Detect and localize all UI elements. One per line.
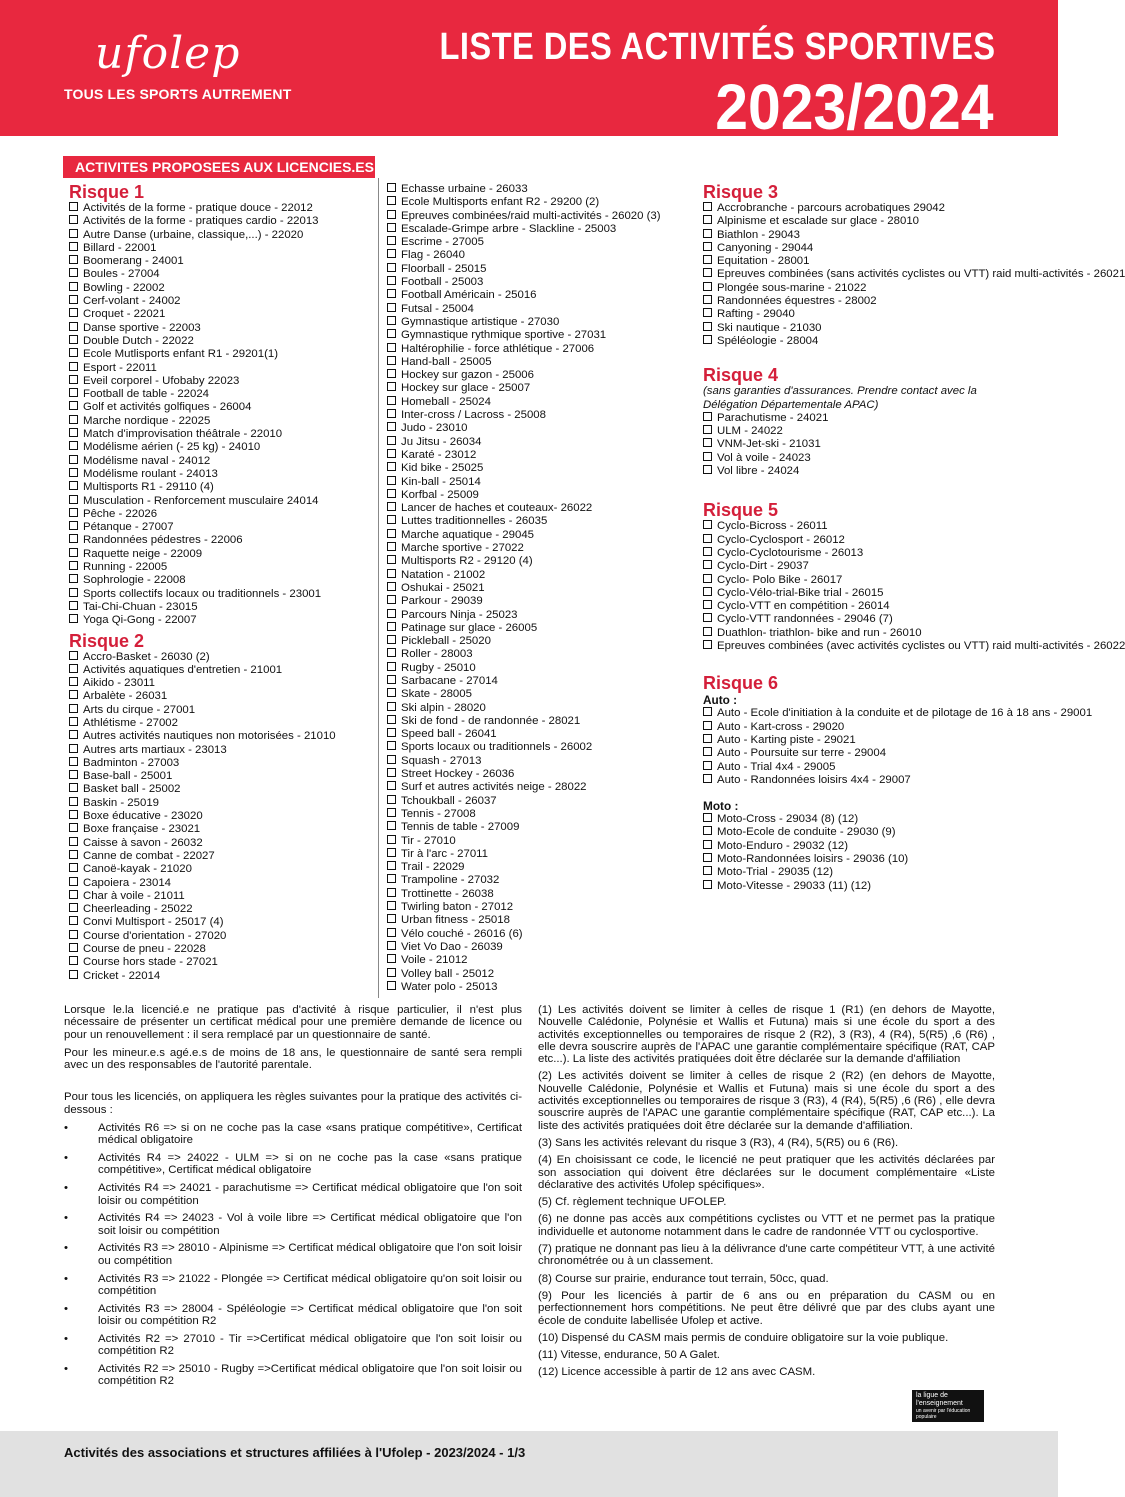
activity-item: Hockey sur glace - 25007 <box>387 382 661 395</box>
moto-list <box>703 813 1125 893</box>
activity-item: Spéléologie - 28004 <box>703 335 1125 348</box>
activity-item: Yoga Qi-Gong - 22007 <box>69 614 336 627</box>
activity-item: Epreuves combinées/raid multi-activités - 26020 (3) <box>387 210 661 223</box>
footnote: (7) pratique ne donnant pas lieu à la délivrance d'une carte compétiteur VTT, à une activité chronométrée ou à un classement. <box>538 1243 995 1268</box>
activity-item: Natation - 21002 <box>387 569 661 582</box>
activity-item: Boules - 27004 <box>69 268 336 281</box>
activity-item: Parcours Ninja - 25023 <box>387 609 661 622</box>
activity-item: Caisse à savon - 26032 <box>69 837 336 850</box>
activity-item: Bowling - 22002 <box>69 282 336 295</box>
activity-item: Esport - 22011 <box>69 362 336 375</box>
risque-1-title: Risque 1 <box>69 182 145 202</box>
activity-item: Modélisme aérien (- 25 kg) - 24010 <box>69 441 336 454</box>
rules-paragraph-2: Pour les mineur.e.s agé.e.s de moins de 18 ans, le questionnaire de santé sera rempli avec un des responsables de l'autorité parentale. <box>64 1046 522 1072</box>
activity-item: Course d'orientation - 27020 <box>69 930 336 943</box>
bullet-dot: • <box>64 1332 68 1345</box>
activity-item: Football - 25003 <box>387 276 661 289</box>
auto-list <box>703 707 1125 787</box>
rule-bullet-text: Activités R3 => 28010 - Alpinisme => Certificat médical obligatoire que l'on soit loisir ou compétition <box>98 1242 522 1267</box>
rules-paragraph-3: Pour tous les licenciés, on appliquera les règles suivantes pour la pratique des activités ci-dessous : <box>64 1091 522 1116</box>
activity-item: Ecole Mutlisports enfant R1 - 29201(1) <box>69 348 336 361</box>
activity-item: Tai-Chi-Chuan - 23015 <box>69 601 336 614</box>
auto-label: Auto : <box>703 693 738 708</box>
rule-bullet <box>64 1363 522 1388</box>
badge-line-1: la ligue de <box>916 1392 948 1399</box>
activity-item: Judo - 23010 <box>387 422 661 435</box>
activity-item: Cyclo-Bicross - 26011 <box>703 520 1125 533</box>
activity-item: Echasse urbaine - 26033 <box>387 183 661 196</box>
activity-item: Double Dutch - 22022 <box>69 335 336 348</box>
activity-item: Cyclo-Cyclosport - 26012 <box>703 534 1125 547</box>
footnote: (6) ne donne pas accès aux compétitions cyclistes ou VTT et ne permet pas la pratique individuelle et autonome notamment dans le cadre de randonnée VTT ou cyclosportive. <box>538 1213 995 1238</box>
activity-item: Danse sportive - 22003 <box>69 322 336 335</box>
activity-item: Epreuves combinées (sans activités cyclistes ou VTT) raid multi-activités - 26021 <box>703 268 1125 281</box>
activity-item: Course de pneu - 22028 <box>69 943 336 956</box>
season-year: 2023/2024 <box>715 71 994 143</box>
activity-item: Urban fitness - 25018 <box>387 914 661 927</box>
activity-item: Activités aquatiques d'entretien - 21001 <box>69 664 336 677</box>
rule-bullet <box>64 1152 522 1177</box>
footnote: (4) En choisissant ce code, le licencié ne peut pratiquer que les activités déclarées par son association qui doivent être déclarées sur le document complémentaire «Liste déclarative des activités Ufolep spécifiques». <box>538 1154 995 1191</box>
activity-item: Auto - Karting piste - 29021 <box>703 734 1125 747</box>
ufolep-logo: ufolep <box>95 28 241 79</box>
moto-label: Moto : <box>703 799 739 814</box>
activity-item: Cerf-volant - 24002 <box>69 295 336 308</box>
activity-item: Cyclo-VTT randonnées - 29046 (7) <box>703 613 1125 626</box>
activity-item: Karaté - 23012 <box>387 449 661 462</box>
activity-item: Sports locaux ou traditionnels - 26002 <box>387 741 661 754</box>
activity-item: Tchoukball - 26037 <box>387 795 661 808</box>
activity-item: Auto - Kart-cross - 29020 <box>703 721 1125 734</box>
activity-item: Homeball - 25024 <box>387 396 661 409</box>
risque-2-list-continued <box>387 183 661 994</box>
rule-bullet-text: Activités R2 => 27010 - Tir =>Certificat médical obligatoire que l'on soit loisir ou compétition R2 <box>98 1332 522 1358</box>
activity-item: VNM-Jet-ski - 21031 <box>703 438 1125 451</box>
activity-item: Auto - Trial 4x4 - 29005 <box>703 761 1125 774</box>
activity-item: Rafting - 29040 <box>703 308 1125 321</box>
activity-item: Activités de la forme - pratique douce - 22012 <box>69 202 336 215</box>
activity-item: Moto-Vitesse - 29033 (11) (12) <box>703 880 1125 893</box>
ligue-enseignement-logo <box>912 1390 984 1422</box>
activity-item: Marche nordique - 22025 <box>69 415 336 428</box>
rule-bullet-text: Activités R3 => 28004 - Spéléologie => Certificat médical obligatoire que l'on soit loisir ou compétition R2 <box>98 1302 522 1327</box>
column-2 <box>387 183 661 994</box>
risque-2-list <box>69 651 336 983</box>
activity-item: Tennis - 27008 <box>387 808 661 821</box>
page-header <box>0 0 1058 143</box>
activity-item: Sarbacane - 27014 <box>387 675 661 688</box>
risque-5-list <box>703 520 1125 653</box>
footnote: (1) Les activités doivent se limiter à celles de risque 1 (R1) (en dehors de Mayotte, Nouvelle Calédonie, Polynésie et Wallis et Futuna) mais si une école du sport a des activités exceptionnelles ou temporaires de risque 2 (R2), 3 (R3), 4 (R4), 5(R5) ,6 (R6) , elle devra souscrire auprès de l'APAC une garantie complémentaire spécifique (RAT, CAP etc...). La liste des activités pratiquées doit être déclarée sur la demande d'affiliation <box>538 1004 995 1066</box>
rule-bullet <box>64 1333 522 1358</box>
bullet-dot: • <box>64 1272 68 1285</box>
activity-item: Kid bike - 25025 <box>387 462 661 475</box>
activity-item: Speed ball - 26041 <box>387 728 661 741</box>
activity-item: Trottinette - 26038 <box>387 888 661 901</box>
activity-item: Moto-Enduro - 29032 (12) <box>703 840 1125 853</box>
activity-item: Water polo - 25013 <box>387 981 661 994</box>
rule-bullet-text: Activités R6 => si on ne coche pas la case «sans pratique compétitive», Certificat médical obligatoire <box>98 1122 522 1147</box>
activity-item: Canoë-kayak - 21020 <box>69 863 336 876</box>
activity-item: Capoiera - 23014 <box>69 877 336 890</box>
risque-4-list <box>703 412 1125 478</box>
activity-item: Epreuves combinées (avec activités cyclistes ou VTT) raid multi-activités - 26022 <box>703 640 1125 653</box>
column-3 <box>703 182 1125 893</box>
footnote: (3) Sans les activités relevant du risque 3 (R3), 4 (R4), 5(R5) ou 6 (R6). <box>538 1136 899 1149</box>
risque-2-title: Risque 2 <box>69 630 145 651</box>
activity-item: Korfbal - 25009 <box>387 489 661 502</box>
activity-item: Luttes traditionnelles - 26035 <box>387 515 661 528</box>
activity-item: Char à voile - 21011 <box>69 890 336 903</box>
activity-item: Rugby - 25010 <box>387 662 661 675</box>
activity-item: Hand-ball - 25005 <box>387 356 661 369</box>
activity-item: Canne de combat - 22027 <box>69 850 336 863</box>
activity-item: Randonnées équestres - 28002 <box>703 295 1125 308</box>
rules-text <box>64 1004 522 1393</box>
activity-item: Moto-Trial - 29035 (12) <box>703 866 1125 879</box>
activity-item: Autres arts martiaux - 23013 <box>69 744 336 757</box>
rule-bullet-text: Activités R4 => 24023 - Vol à voile libre => Certificat médical obligatoire que l'on soit loisir ou compétition <box>98 1212 522 1237</box>
activity-item: Ski alpin - 28020 <box>387 702 661 715</box>
activity-item: Match d'improvisation théâtrale - 22010 <box>69 428 336 441</box>
bullet-dot: • <box>64 1242 68 1255</box>
activity-item: Squash - 27013 <box>387 755 661 768</box>
risque-5-title: Risque 5 <box>703 500 779 521</box>
activity-item: Marche sportive - 27022 <box>387 542 661 555</box>
activity-item: Golf et activités golfiques - 26004 <box>69 401 336 414</box>
column-divider <box>378 178 379 998</box>
badge-line-2: l'enseignement <box>916 1400 963 1407</box>
activity-item: Cyclo-VTT en compétition - 26014 <box>703 600 1125 613</box>
activity-item: Course hors stade - 27021 <box>69 956 336 969</box>
footnote: (9) Pour les licenciés à partir de 6 ans ou en préparation du CASM ou en perfectionnement hors compétitions. Ne peut être délivré que par des clubs ayant une école de conduite labellisée Ufolep et active. <box>538 1289 995 1327</box>
activity-item: Football Américain - 25016 <box>387 289 661 302</box>
activity-item: Alpinisme et escalade sur glace - 28010 <box>703 215 1125 228</box>
activity-item: Cheerleading - 25022 <box>69 903 336 916</box>
activity-item: Surf et autres activités neige - 28022 <box>387 781 661 794</box>
activity-item: Auto - Ecole d'initiation à la conduite et de pilotage de 16 à 18 ans - 29001 <box>703 707 1125 720</box>
activity-item: Kin-ball - 25014 <box>387 476 661 489</box>
activity-item: Twirling baton - 27012 <box>387 901 661 914</box>
footnote: (2) Les activités doivent se limiter à celles de risque 2 (R2) (en dehors de Mayotte, Nouvelle Calédonie, Polynésie et Wallis et Futuna) mais si une école du sport a des activités exceptionnelles ou temporaires de risque 3 (R3), 4 (R4), 5(R5) ,6 (R6) , elle devra souscrire auprès de l'APAC une garantie complémentaire spécifique (RAT, CAP etc...). La liste des activités pratiquées doit être déclarée sur la demande d'affiliation. <box>538 1070 995 1132</box>
rules-paragraph-1: Lorsque le.la licencié.e ne pratique pas d'activité à risque particulier, il n'est plus nécessaire de présenter un certificat médical pour une première demande de licence ou pour un renouvellement : il sera remplacé par un questionnaire de santé. <box>64 1004 522 1041</box>
activity-item: Pickleball - 25020 <box>387 635 661 648</box>
activity-item: Roller - 28003 <box>387 648 661 661</box>
activity-item: Gymnastique rythmique sportive - 27031 <box>387 329 661 342</box>
activity-item: Cyclo- Polo Bike - 26017 <box>703 574 1125 587</box>
page-title: LISTE DES ACTIVITÉS SPORTIVES <box>439 26 996 68</box>
activity-item: Skate - 28005 <box>387 688 661 701</box>
activity-item: Canyoning - 29044 <box>703 242 1125 255</box>
activity-item: Accrobranche - parcours acrobatiques 29042 <box>703 202 1125 215</box>
activity-item: Arts du cirque - 27001 <box>69 704 336 717</box>
activity-item: Billard - 22001 <box>69 242 336 255</box>
activity-item: Vol libre - 24024 <box>703 465 1125 478</box>
activity-item: Cricket - 22014 <box>69 970 336 983</box>
activity-item: Biathlon - 29043 <box>703 229 1125 242</box>
activity-item: Trail - 22029 <box>387 861 661 874</box>
bullet-dot: • <box>64 1302 68 1315</box>
footnote: (5) Cf. règlement technique UFOLEP. <box>538 1196 727 1209</box>
activity-item: Ski de fond - de randonnée - 28021 <box>387 715 661 728</box>
activity-item: Athlétisme - 27002 <box>69 717 336 730</box>
bullet-dot: • <box>64 1362 68 1375</box>
activity-item: Haltérophilie - force athlétique - 27006 <box>387 343 661 356</box>
activity-item: Gymnastique artistique - 27030 <box>387 316 661 329</box>
activity-item: Hockey sur gazon - 25006 <box>387 369 661 382</box>
activity-item: ULM - 24022 <box>703 425 1125 438</box>
activity-item: Sophrologie - 22008 <box>69 574 336 587</box>
activity-item: Flag - 26040 <box>387 249 661 262</box>
section-banner: ACTIVITES PROPOSEES AUX LICENCIES.ES <box>63 156 375 178</box>
activity-item: Cyclo-Cyclotourisme - 26013 <box>703 547 1125 560</box>
rule-bullet <box>64 1303 522 1328</box>
activity-item: Autre Danse (urbaine, classique,...) - 22020 <box>69 229 336 242</box>
activity-item: Marche aquatique - 29045 <box>387 529 661 542</box>
activity-item: Floorball - 25015 <box>387 263 661 276</box>
risque-3-title: Risque 3 <box>703 182 779 202</box>
risque-6-title: Risque 6 <box>703 673 779 694</box>
activity-item: Volley ball - 25012 <box>387 968 661 981</box>
footnote: (11) Vitesse, endurance, 50 A Galet. <box>538 1349 720 1362</box>
activity-item: Boxe française - 23021 <box>69 823 336 836</box>
tagline: TOUS LES SPORTS AUTREMENT <box>64 86 292 102</box>
activity-item: Oshukai - 25021 <box>387 582 661 595</box>
footnotes <box>538 1004 995 1384</box>
footnote: (10) Dispensé du CASM mais permis de conduire obligatoire sur la voie publique. <box>538 1331 949 1344</box>
activity-item: Boxe éducative - 23020 <box>69 810 336 823</box>
activity-item: Raquette neige - 22009 <box>69 548 336 561</box>
rule-bullet <box>64 1182 522 1207</box>
rule-bullet <box>64 1273 522 1298</box>
activity-item: Moto-Cross - 29034 (8) (12) <box>703 813 1125 826</box>
activity-item: Basket ball - 25002 <box>69 783 336 796</box>
activity-item: Pêche - 22026 <box>69 508 336 521</box>
rule-bullet <box>64 1242 522 1267</box>
footer-text: Activités des associations et structures affiliées à l'Ufolep - 2023/2024 - 1/3 <box>64 1445 526 1460</box>
rules-bullets <box>64 1122 522 1387</box>
risque-1-list <box>69 202 336 628</box>
bullet-dot: • <box>64 1212 68 1225</box>
activity-item: Duathlon- triathlon- bike and run - 26010 <box>703 627 1125 640</box>
activity-item: Viet Vo Dao - 26039 <box>387 941 661 954</box>
activity-item: Pétanque - 27007 <box>69 521 336 534</box>
rule-bullet-text: Activités R3 => 21022 - Plongée => Certificat médical obligatoire qu'on soit loisir ou compétition <box>98 1272 522 1297</box>
activity-item: Football de table - 22024 <box>69 388 336 401</box>
activity-item: Convi Multisport - 25017 (4) <box>69 916 336 929</box>
activity-item: Moto-Ecole de conduite - 29030 (9) <box>703 826 1125 839</box>
activity-item: Modélisme naval - 24012 <box>69 455 336 468</box>
activity-item: Base-ball - 25001 <box>69 770 336 783</box>
activity-item: Ski nautique - 21030 <box>703 322 1125 335</box>
activity-item: Lancer de haches et couteaux- 26022 <box>387 502 661 515</box>
rule-bullet <box>64 1122 522 1147</box>
activity-item: Tir à l'arc - 27011 <box>387 848 661 861</box>
bullet-dot: • <box>64 1182 68 1195</box>
activity-item: Boomerang - 24001 <box>69 255 336 268</box>
activity-item: Moto-Randonnées loisirs - 29036 (10) <box>703 853 1125 866</box>
activity-item: Parachutisme - 24021 <box>703 412 1125 425</box>
activity-item: Multisports R2 - 29120 (4) <box>387 555 661 568</box>
activity-item: Tennis de table - 27009 <box>387 821 661 834</box>
activity-item: Running - 22005 <box>69 561 336 574</box>
activity-item: Arbalète - 26031 <box>69 690 336 703</box>
activity-item: Baskin - 25019 <box>69 797 336 810</box>
risque-4-title: Risque 4 <box>703 365 779 386</box>
bullet-dot: • <box>64 1122 68 1135</box>
bullet-dot: • <box>64 1152 68 1165</box>
rule-bullet-text: Activités R2 => 25010 - Rugby =>Certificat médical obligatoire que l'on soit loisir ou compétition R2 <box>98 1362 522 1388</box>
activity-item: Escrime - 27005 <box>387 236 661 249</box>
activity-item: Futsal - 25004 <box>387 303 661 316</box>
activity-item: Musculation - Renforcement musculaire 24014 <box>69 495 336 508</box>
risque-3-list <box>703 202 1125 348</box>
column-1 <box>69 182 336 983</box>
activity-item: Equitation - 28001 <box>703 255 1125 268</box>
badge-line-3: un avenir par l'éducation populaire <box>916 1408 971 1420</box>
activity-item: Activités de la forme - pratiques cardio - 22013 <box>69 215 336 228</box>
rule-bullet-text: Activités R4 => 24022 - ULM => si on ne coche pas la case «sans pratique compétitive», Certificat médical obligatoire <box>98 1152 522 1177</box>
activity-item: Aikido - 23011 <box>69 677 336 690</box>
activity-item: Auto - Poursuite sur terre - 29004 <box>703 747 1125 760</box>
activity-item: Parkour - 29039 <box>387 595 661 608</box>
activity-item: Plongée sous-marine - 21022 <box>703 282 1125 295</box>
activity-item: Randonnées pédestres - 22006 <box>69 534 336 547</box>
activity-item: Accro-Basket - 26030 (2) <box>69 651 336 664</box>
activity-item: Sports collectifs locaux ou traditionnels - 23001 <box>69 588 336 601</box>
footnote: (8) Course sur prairie, endurance tout terrain, 50cc, quad. <box>538 1272 829 1285</box>
page-footer <box>0 1431 1058 1497</box>
activity-item: Cyclo-Vélo-trial-Bike trial - 26015 <box>703 587 1125 600</box>
activity-item: Vol à voile - 24023 <box>703 452 1125 465</box>
activity-item: Multisports R1 - 29110 (4) <box>69 481 336 494</box>
activity-item: Voile - 21012 <box>387 954 661 967</box>
activity-item: Autres activités nautiques non motorisées - 21010 <box>69 730 336 743</box>
activity-item: Trampoline - 27032 <box>387 874 661 887</box>
activity-item: Ecole Multisports enfant R2 - 29200 (2) <box>387 196 661 209</box>
footnote: (12) Licence accessible à partir de 12 ans avec CASM. <box>538 1366 816 1379</box>
activity-item: Escalade-Grimpe arbre - Slackline - 25003 <box>387 223 661 236</box>
activity-item: Patinage sur glace - 26005 <box>387 622 661 635</box>
activity-item: Eveil corporel - Ufobaby 22023 <box>69 375 336 388</box>
risque-4-note: (sans garanties d'assurances. Prendre contact avec la Délégation Départementale APAC) <box>703 385 977 411</box>
activity-item: Croquet - 22021 <box>69 308 336 321</box>
activity-item: Cyclo-Dirt - 29037 <box>703 560 1125 573</box>
rule-bullet <box>64 1212 522 1237</box>
rule-bullet-text: Activités R4 => 24021 - parachutisme => Certificat médical obligatoire que l'on soit loisir ou compétition <box>98 1182 522 1207</box>
activity-item: Inter-cross / Lacross - 25008 <box>387 409 661 422</box>
activity-item: Auto - Randonnées loisirs 4x4 - 29007 <box>703 774 1125 787</box>
activity-item: Vélo couché - 26016 (6) <box>387 928 661 941</box>
activity-item: Badminton - 27003 <box>69 757 336 770</box>
activity-item: Tir - 27010 <box>387 835 661 848</box>
activity-item: Ju Jitsu - 26034 <box>387 436 661 449</box>
activity-item: Street Hockey - 26036 <box>387 768 661 781</box>
activity-item: Modélisme roulant - 24013 <box>69 468 336 481</box>
